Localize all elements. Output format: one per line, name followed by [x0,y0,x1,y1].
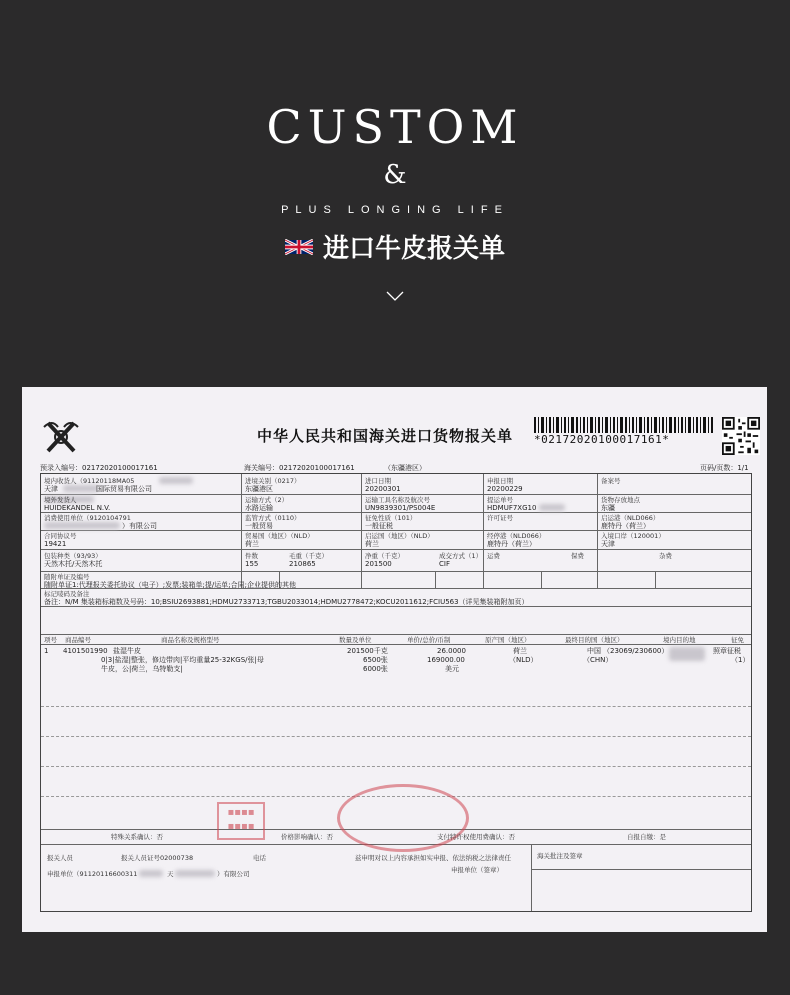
hero-banner [0,0,790,380]
documents-value: 随附单证1:代理报关委托协议（电子）;发票;装箱单;提/运单;合同;企业提供的其他 [44,581,296,589]
document-title: 中华人民共和国海关进口货物报关单 [257,427,514,445]
goods-spec-1: 0|3|盐湿|整张，修边带肉|平均重量25-32KGS/张|母 [101,656,264,664]
tax-value: 一般征税 [365,522,393,530]
storage-label: 货物存放地点 [601,496,640,504]
package-value: 天然木托/天然木托 [44,560,103,568]
customs-remarks: 海关批注及签章 [537,852,583,860]
customs-port: （东疆港区） [384,464,426,472]
bl-label: 提运单号 [487,496,513,504]
col-hs-code: 商品编号 [65,636,91,644]
marks-cell [44,590,529,606]
package-cell [44,552,102,568]
goods-levy: 照章征税 [713,647,741,655]
storage-value: 东疆 [601,504,615,512]
vessel-cell [365,496,435,512]
hero-title: CUSTOM [266,100,524,154]
terms-label: 成交方式（1） [439,552,483,560]
pieces-label: 件数 [245,552,258,560]
supervision-label: 监管方式（0110） [245,514,301,522]
entry-customs-value: 东疆港区 [245,485,273,493]
col-domestic-dest: 境内目的地 [663,636,696,644]
transit-label: 经停港（NLD066） [487,532,546,540]
transport-cell [245,496,288,512]
company-seal-stamp [337,784,469,852]
customs-emblem-icon [40,417,82,457]
goods-item-no: 1 [44,647,49,655]
overseas-shipper-value: HUIDEKANDEL N.V. [44,504,111,512]
import-date-value: 20200301 [365,485,401,493]
transport-value: 水路运输 [245,504,273,512]
legal-statement: 兹申明对以上内容承担如实申报、依法纳税之法律责任 [355,854,511,862]
documents-label: 随附单证及编号 [44,573,90,581]
terms-value: CIF [439,560,450,568]
goods-levy-code: （1） [731,656,750,664]
goods-hs-code: 4101501990 [63,647,108,655]
uk-flag-icon [285,239,313,255]
declare-date-cell [487,477,523,493]
gross-weight-label: 毛重（千克） [289,552,328,560]
filing-cell [601,477,621,485]
barcode [534,417,714,433]
departure-value: 鹿特丹（荷兰） [601,522,650,530]
col-levy: 征免 [731,636,744,644]
goods-unit-price: 26.0000 [437,647,466,655]
contract-value: 19421 [44,540,67,548]
hero-heading-row [0,228,790,265]
license-cell [487,514,513,522]
bl-cell [487,496,536,512]
page-count: 页码/页数：1/1 [700,464,749,472]
gross-weight-value: 210865 [289,560,316,568]
declaration-form [40,473,752,912]
overseas-shipper-label: 境外发货人 [44,496,77,504]
declaring-unit-city: 天 [167,870,174,878]
transit-cell [487,532,545,548]
transit-value: 鹿特丹（荷兰） [487,540,536,548]
bl-value: HDMUF7XG10 [487,504,537,512]
declare-date-label: 申报日期 [487,477,513,485]
col-name-spec: 商品名称及规格型号 [161,636,220,644]
entry-customs-label: 进境关别（0217） [245,477,301,485]
goods-final-dest: 中国 [587,647,601,655]
goods-domestic-code: （23069/230600） [603,647,669,655]
declaring-unit-seal: 申报单位（签章） [451,866,503,874]
consumer-value: ）有限公司 [122,522,157,530]
hero-tagline: PLUS LONGING LIFE [281,204,509,216]
net-weight-cell [365,552,404,568]
entry-port-label: 入境口岸（120001） [601,532,665,540]
hero-heading: 进口牛皮报关单 [322,234,505,264]
hero-ampersand: & [383,160,407,190]
declarant-id: 报关人员证号02000738 [121,854,194,862]
col-qty-unit: 数量及单位 [339,636,372,644]
gross-weight-cell [289,552,328,568]
red-seal-stamp: ▪▪▪▪ ▪▪▪▪ [217,802,265,840]
net-weight-value: 201500 [365,560,392,568]
misc-label: 杂费 [659,552,672,560]
misc-cell [659,552,672,560]
goods-qty-3: 6000张 [363,665,388,673]
origin-country-cell [365,532,434,548]
consumer-cell [44,514,157,530]
goods-origin-code: （NLD） [509,656,538,664]
goods-final-dest-code: （CHN） [583,656,613,664]
insurance-cell [571,552,584,560]
package-label: 包装种类（93/93） [44,552,102,560]
goods-qty-1: 201500千克 [347,647,388,655]
declare-date-value: 20200229 [487,485,523,493]
goods-spec-2: 牛皮，公|荷兰，乌特勒支| [101,665,183,673]
departure-label: 启运港（NLD066） [601,514,660,522]
net-weight-label: 净重（千克） [365,552,404,560]
goods-total-price: 169000.00 [427,656,465,664]
freight-cell [487,552,500,560]
price-influence: 价格影响确认：否 [281,833,333,841]
customs-declaration-document [22,387,767,932]
license-label: 许可证号 [487,514,513,522]
col-final-dest: 最终目的国（地区） [565,636,624,644]
transport-label: 运输方式（2） [245,496,289,504]
customs-number: 海关编号：02172020100017161 [244,464,355,472]
vessel-label: 运输工具名称及航次号 [365,496,430,504]
goods-name: 盐湿牛皮 [113,647,141,655]
trade-country-cell [245,532,314,548]
contract-label: 合同协议号 [44,532,77,540]
entry-customs-cell [245,477,301,493]
chevron-down-icon[interactable] [386,290,404,302]
insurance-label: 保费 [571,552,584,560]
declaring-unit: 申报单位（91120116600311 [47,870,138,878]
supervision-value: 一般贸易 [245,522,273,530]
supervision-cell [245,514,301,530]
filing-label: 备案号 [601,477,621,485]
vessel-value: UN9839301/PS004E [365,504,436,512]
preentry-number: 预录入编号：02172020100017161 [40,464,158,472]
consignee-cell [44,477,152,493]
goods-origin: 荷兰 [513,647,527,655]
declaring-unit-end: ）有限公司 [217,870,250,878]
import-date-label: 进口日期 [365,477,391,485]
documents-cell [44,573,296,589]
tax-label: 征免性质（101） [365,514,417,522]
marks-value: 备注：N/M 集装箱标箱数及号码：10;BSIU2693881;HDMU2733713;TGBU2033014;HDMU2778472;KOCU2011612;FCIU563（详见集装箱附加页） [44,598,529,606]
consignee-label: 境内收货人（91120118MA05 [44,477,135,485]
royalty-confirmation: 支付特许权使用费确认：否 [437,833,515,841]
goods-currency: 美元 [445,665,459,673]
phone-label: 电话 [253,854,266,862]
marks-label: 标记唛码及备注 [44,590,90,598]
import-date-cell [365,477,401,493]
consignee-value: 天津 [44,485,58,493]
declarant-label: 报关人员 [47,854,73,862]
entry-port-cell [601,532,665,548]
storage-cell [601,496,640,512]
col-origin: 原产国（地区） [485,636,531,644]
origin-country-label: 启运国（地区）（NLD） [365,532,434,540]
trade-country-value: 荷兰 [245,540,259,548]
departure-cell [601,514,659,530]
contract-cell [44,532,77,548]
trade-country-label: 贸易国（地区）（NLD） [245,532,314,540]
barcode-text: *02172020100017161* [534,433,670,446]
entry-port-value: 天津 [601,540,615,548]
pieces-value: 155 [245,560,259,568]
tax-cell [365,514,416,530]
pieces-cell [245,552,258,568]
terms-cell [439,552,482,568]
freight-label: 运费 [487,552,500,560]
qr-code [722,417,760,455]
col-price: 单价/总价/币制 [407,636,451,644]
self-pay: 自报自缴：是 [627,833,666,841]
origin-country-value: 荷兰 [365,540,379,548]
consumer-label: 消费使用单位（9120104791 [44,514,131,522]
col-item-no: 项号 [44,636,57,644]
goods-qty-2: 6500张 [363,656,388,664]
special-relation: 特殊关系确认：否 [111,833,163,841]
consignee-value-2: 国际贸易有限公司 [96,485,152,493]
overseas-shipper-cell [44,496,110,512]
